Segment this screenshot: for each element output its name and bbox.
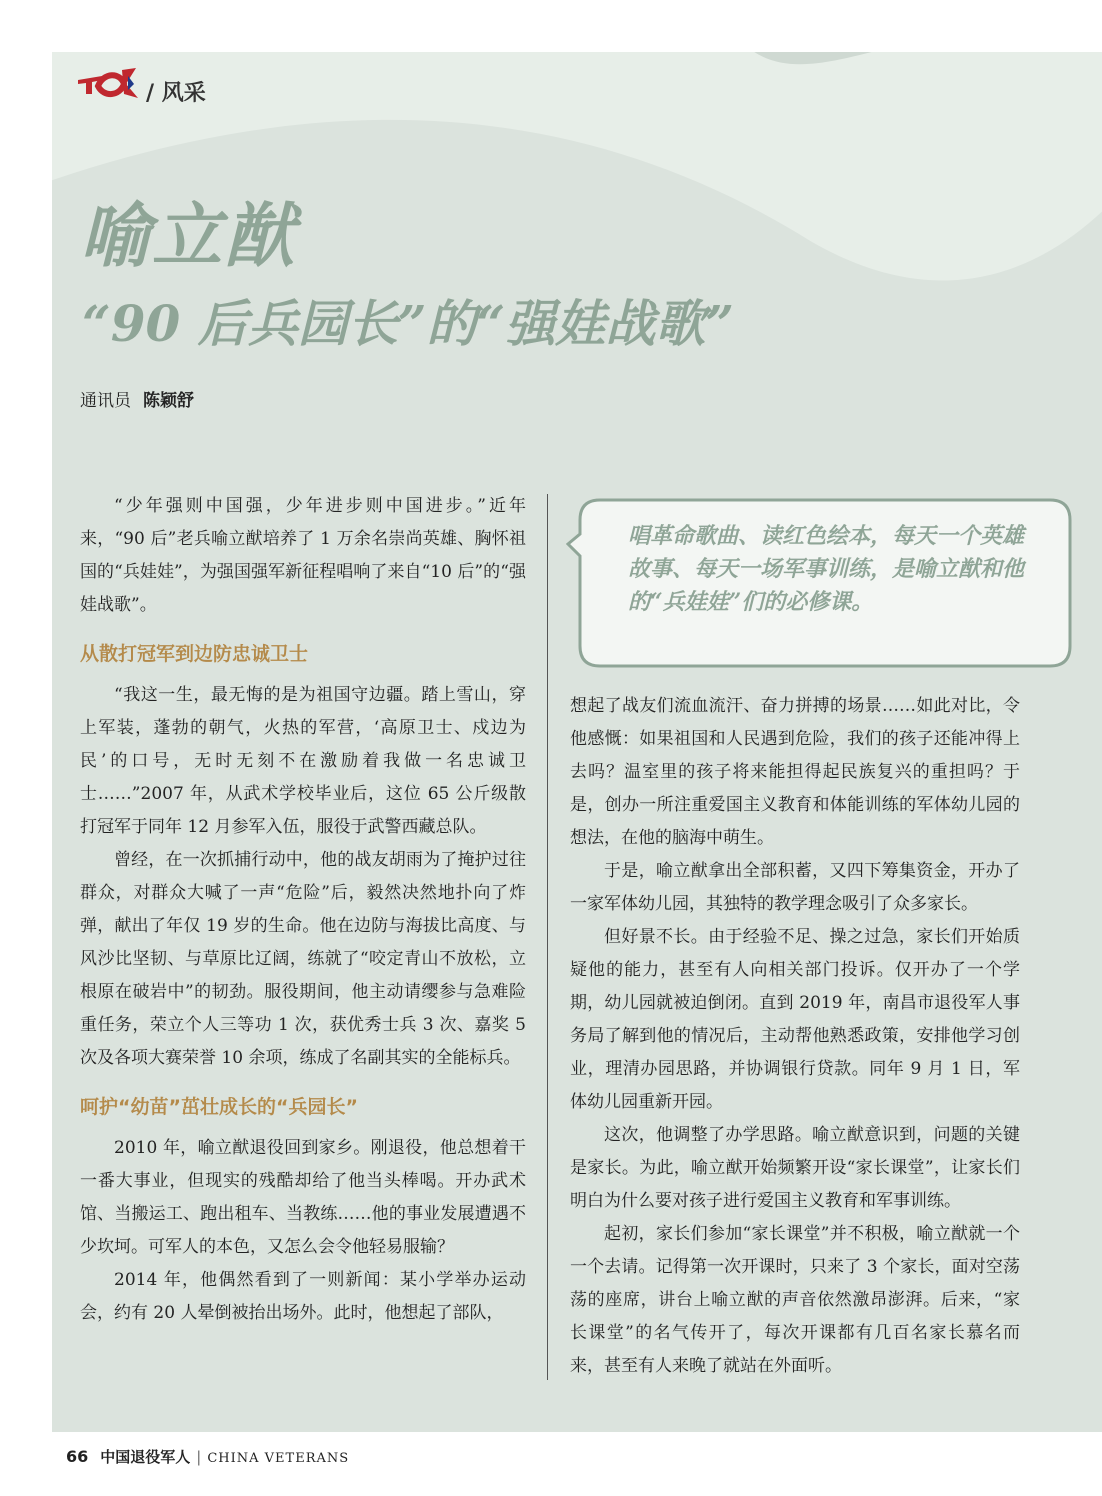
article-subtitle: “90 后兵园长”的“强娃战歌” xyxy=(82,294,735,353)
pull-quote-text: 唱革命歌曲、读红色绘本，每天一个英雄故事、每天一场军事训练，是喻立猷和他的“兵娃娃”们的必修课。 xyxy=(628,523,1025,615)
column-divider xyxy=(547,494,548,1380)
body-paragraph: 2010 年，喻立猷退役回到家乡。刚退役，他总想着干一番大事业，但现实的残酷却给了他当头棒喝。开办武术馆、当搬运工、跑出租车、当教练……他的事业发展遭遇不少坎坷。可军人的本色，又怎么会令他轻易服输？ xyxy=(80,1138,526,1257)
page-footer xyxy=(66,1446,349,1467)
body-paragraph: “我这一生，最无悔的是为祖国守边疆。踏上雪山，穿上军装，蓬勃的朝气，火热的军营，‘高原卫士、戍边为民’的口号，无时无刻不在激励着我做一名忠诚卫士……”2007 年，从武术学校毕业后，这位 65 公斤级散打冠军于同年 12 月参军入伍，服役于武警西藏总队。 xyxy=(80,685,526,837)
article-title: 喻立猷 xyxy=(80,194,296,277)
byline xyxy=(80,386,194,411)
section-heading-2: 呵护“幼苗”茁壮成长的“兵园长” xyxy=(80,1096,358,1118)
byline-role: 通讯员 xyxy=(80,391,131,411)
section-tag: / 风采 xyxy=(146,80,206,106)
body-paragraph: 这次，他调整了办学思路。喻立猷意识到，问题的关键是家长。为此，喻立猷开始频繁开设“家长课堂”，让家长们明白为什么要对孩子进行爱国主义教育和军事训练。 xyxy=(570,1125,1020,1211)
left-column xyxy=(80,490,526,1330)
magazine-logo-icon xyxy=(78,64,140,102)
body-paragraph: 但好景不长。由于经验不足、操之过急，家长们开始质疑他的能力，甚至有人向相关部门投诉。仅开办了一个学期，幼儿园就被迫倒闭。直到 2019 年，南昌市退役军人事务局了解到他的情况后，主动帮他熟悉政策，安排他学习创业，理清办园思路，并协调银行贷款。同年 9 月 1 日，军体幼儿园重新开园。 xyxy=(570,927,1020,1112)
intro-paragraph: “少年强则中国强，少年进步则中国进步。”近年来，“90 后”老兵喻立猷培养了 1 万余名崇尚英雄、胸怀祖国的“兵娃娃”，为强国强军新征程唱响了来自“10 后”的“强娃战歌”。 xyxy=(80,496,526,615)
section-heading-1: 从散打冠军到边防忠诚卫士 xyxy=(80,643,309,665)
body-paragraph: 起初，家长们参加“家长课堂”并不积极，喻立猷就一个一个去请。记得第一次开课时，只来了 3 个家长，面对空荡荡的座席，讲台上喻立猷的声音依然激昂澎湃。后来，“家长课堂”的名气传开了，每次开课都有几百名家长慕名而来，甚至有人来晚了就站在外面听。 xyxy=(570,1224,1020,1376)
magazine-name: 中国退役军人 xyxy=(100,1448,191,1466)
body-paragraph: 曾经，在一次抓捕行动中，他的战友胡雨为了掩护过往群众，对群众大喊了一声“危险”后，毅然决然地扑向了炸弹，献出了年仅 19 岁的生命。他在边防与海拔比高度、与风沙比坚韧、与草原比辽阔，练就了“咬定青山不放松，立根原在破岩中”的韧劲。服役期间，他主动请缨参与急难险重任务，荣立个人三等功 1 次，获优秀士兵 3 次、嘉奖 5 次及各项大赛荣誉 10 余项，练成了名副其实的全能标兵。 xyxy=(80,850,526,1068)
right-column xyxy=(570,690,1020,1383)
page-number: 66 xyxy=(66,1447,89,1466)
footer-separator: | xyxy=(196,1448,202,1466)
body-paragraph: 于是，喻立猷拿出全部积蓄，又四下筹集资金，开办了一家军体幼儿园，其独特的教学理念吸引了众多家长。 xyxy=(570,861,1020,914)
magazine-english-name: CHINA VETERANS xyxy=(207,1451,350,1466)
body-paragraph: 想起了战友们流血流汗、奋力拼搏的场景……如此对比，令他感慨：如果祖国和人民遇到危险，我们的孩子还能冲得上去吗？温室里的孩子将来能担得起民族复兴的重担吗？于是，创办一所注重爱国主义教育和体能训练的军体幼儿园的想法，在他的脑海中萌生。 xyxy=(570,696,1020,848)
body-paragraph: 2014 年，他偶然看到了一则新闻：某小学举办运动会，约有 20 人晕倒被抬出场外。此时，他想起了部队， xyxy=(80,1270,526,1323)
byline-author: 陈颖舒 xyxy=(143,391,194,411)
